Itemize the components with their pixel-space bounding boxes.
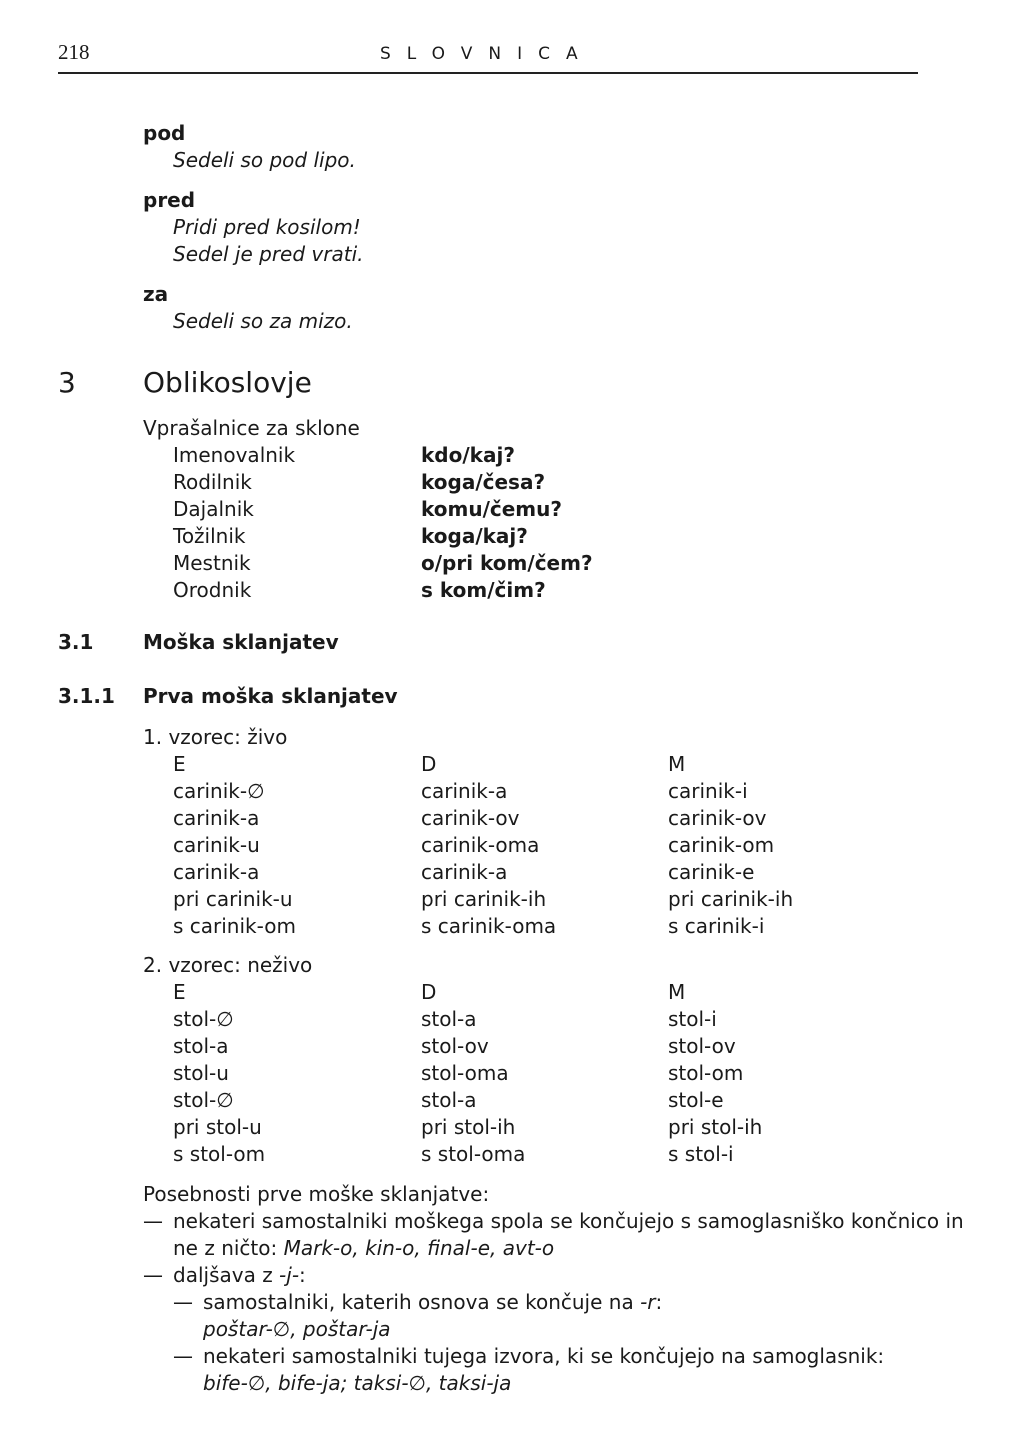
subnote-1-examples: poštar-∅, poštar-ja [203,1317,391,1341]
note-2-suffix: : [299,1263,306,1287]
section-3-1-title: Moška sklanjatev [143,630,339,654]
case-name: Orodnik [173,578,252,602]
chapter-number: 3 [58,366,76,399]
column-header: M [668,752,686,776]
dash: — [173,1344,193,1368]
note-2 [173,1262,306,1289]
pattern-1-title: 1. vzorec: živo [143,725,288,749]
section-3-1-1-number: 3.1.1 [58,684,115,708]
subnote-1 [203,1289,662,1316]
case-question: koga/kaj? [421,524,528,548]
form: stol-e [668,1088,724,1112]
chapter-title: Oblikoslovje [143,366,312,399]
column-header: M [668,980,686,1004]
form: stol-a [421,1007,477,1031]
form: carinik-e [668,860,755,884]
preposition-pod: pod [143,121,186,145]
form: s carinik-om [173,914,296,938]
preposition-za: za [143,282,169,306]
form: carinik-ov [421,806,520,830]
dash: — [143,1209,163,1233]
section-3-1-1-title: Prva moška sklanjatev [143,684,398,708]
column-header: E [173,980,186,1004]
example-pred-1: Pridi pred kosilom! [173,215,361,239]
subnote-2-text: nekateri samostalniki tujega izvora, ki se končujejo na samoglasnik: [203,1344,885,1368]
dash: — [173,1290,193,1314]
form: carinik-om [668,833,775,857]
form: carinik-a [173,806,260,830]
case-name: Imenovalnik [173,443,296,467]
form: stol-a [173,1034,229,1058]
form: stol-∅ [173,1088,234,1112]
form: carinik-u [173,833,260,857]
case-questions [421,442,593,604]
case-question: kdo/kaj? [421,443,515,467]
form: s stol-oma [421,1142,526,1166]
note-1-line-1: nekateri samostalniki moškega spola se končujejo s samoglasniško končnico in [173,1209,964,1233]
form: stol-u [173,1061,229,1085]
example-pod-1: Sedeli so pod lipo. [173,148,356,172]
note-2-j: -j- [279,1263,300,1287]
column-header: D [421,752,437,776]
pattern-2-dual [421,979,525,1168]
pattern-1-singular [173,751,296,940]
subnote-2-examples: bife-∅, bife-ja; taksi-∅, taksi-ja [203,1371,512,1395]
form: carinik-a [173,860,260,884]
form: pri stol-u [173,1115,262,1139]
subnote-1-text: samostalniki, katerih osnova se končuje na [203,1290,641,1314]
form: pri stol-ih [421,1115,516,1139]
form: pri carinik-ih [668,887,794,911]
case-name: Tožilnik [173,524,246,548]
subnote-1-r: -r [640,1290,656,1314]
form: pri stol-ih [668,1115,763,1139]
form: carinik-a [421,860,508,884]
example-za-1: Sedeli so za mizo. [173,309,353,333]
form: carinik-ov [668,806,767,830]
case-question: o/pri kom/čem? [421,551,593,575]
page-number: 218 [58,40,90,64]
form: stol-oma [421,1061,509,1085]
note-2-prefix: daljšava z [173,1263,280,1287]
form: pri carinik-ih [421,887,547,911]
form: stol-i [668,1007,717,1031]
running-title: SLOVNICA [380,44,594,64]
form: stol-ov [421,1034,489,1058]
preposition-pred: pred [143,188,196,212]
case-name: Mestnik [173,551,251,575]
form: stol-a [421,1088,477,1112]
form: s carinik-oma [421,914,557,938]
dash: — [143,1263,163,1287]
pattern-1-plural [668,751,793,940]
form: s stol-om [173,1142,266,1166]
pattern-2-title: 2. vzorec: neživo [143,953,313,977]
form: stol-om [668,1061,744,1085]
form: stol-∅ [173,1007,234,1031]
note-1-prefix: ne z ničto: [173,1236,284,1260]
form: s carinik-i [668,914,765,938]
subnote-1-colon: : [655,1290,663,1314]
pattern-2-singular [173,979,265,1168]
form: carinik-∅ [173,779,265,803]
pattern-2-plural [668,979,762,1168]
case-question: koga/česa? [421,470,546,494]
case-question: komu/čemu? [421,497,562,521]
case-names [173,442,295,604]
example-pred-2: Sedel je pred vrati. [173,242,364,266]
header-rule [58,72,918,74]
form: carinik-i [668,779,748,803]
form: carinik-oma [421,833,540,857]
form: carinik-a [421,779,508,803]
column-header: E [173,752,186,776]
note-1-line-2 [173,1235,554,1262]
column-header: D [421,980,437,1004]
pattern-1-dual [421,751,556,940]
notes-heading: Posebnosti prve moške sklanjatve: [143,1182,490,1206]
case-question: s kom/čim? [421,578,546,602]
note-1-examples: Mark-o, kin-o, final-e, avt-o [283,1236,555,1260]
case-name: Dajalnik [173,497,254,521]
form: s stol-i [668,1142,734,1166]
case-name: Rodilnik [173,470,252,494]
form: stol-ov [668,1034,736,1058]
form: pri carinik-u [173,887,293,911]
questions-heading: Vprašalnice za sklone [143,416,360,440]
section-3-1-number: 3.1 [58,630,94,654]
